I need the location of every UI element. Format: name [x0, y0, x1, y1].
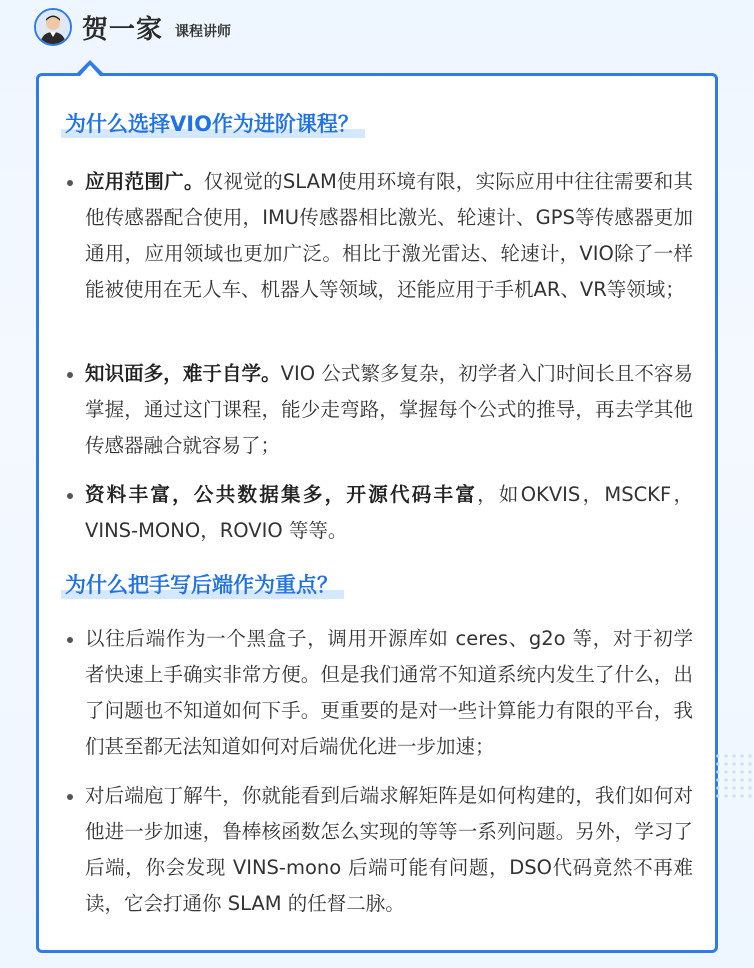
list-item	[67, 778, 693, 922]
instructor-header	[34, 6, 231, 48]
item-text: 以往后端作为一个黑盒子，调用开源库如 ceres、g2o 等，对于初学者快速上手确实非常方便。但是我们通常不知道系统内发生了什么，出了问题也不知道如何下手。更重要的是对一些计算能力有限的平台，我们甚至都无法知道如何对后端优化进一步加速；	[85, 627, 693, 758]
content-card	[36, 73, 718, 953]
item-bold-lead: 知识面多，难于自学。	[85, 362, 281, 385]
list-item	[67, 621, 693, 765]
item-bold-lead: 应用范围广。	[85, 170, 204, 193]
section-title-vio: 为什么选择VIO作为进阶课程？	[65, 108, 359, 140]
bullet-dot	[67, 637, 73, 643]
instructor-avatar	[34, 8, 72, 46]
item-text: 对后端庖丁解牛，你就能看到后端求解矩阵是如何构建的，我们如何对他进一步加速，鲁棒核函数怎么实现的等等一系列问题。另外，学习了后端，你会发现 VINS-mono 后端可能有问题，DSO代码竟然不再难读，它会打通你 SLAM 的任督二脉。	[85, 784, 693, 915]
item-text: VIO 公式繁多复杂，初学者入门时间长且不容易掌握，通过这门课程，能少走弯路，掌握每个公式的推导，再去学其他传感器融合就容易了；	[85, 362, 693, 457]
instructor-name: 贺一家	[82, 14, 164, 45]
list-item	[67, 164, 693, 308]
instructor-role: 课程讲师	[175, 24, 232, 40]
decorative-dot-grid	[714, 752, 754, 800]
card-pointer-inner	[80, 65, 100, 76]
section-title-backend: 为什么把手写后端作为重点？	[65, 569, 338, 601]
bullet-dot	[67, 493, 73, 499]
bullet-dot	[67, 372, 73, 378]
item-text: ，如OKVIS，MSCKF，VINS-MONO，ROVIO 等等。	[85, 483, 693, 542]
list-item	[67, 356, 693, 464]
bullet-dot	[67, 794, 73, 800]
person-icon	[36, 10, 70, 44]
list-item	[67, 477, 693, 549]
item-bold-lead: 资料丰富，公共数据集多，开源代码丰富	[85, 483, 478, 506]
item-text: 仅视觉的SLAM使用环境有限，实际应用中往往需要和其他传感器配合使用，IMU传感器相比激光、轮速计、GPS等传感器更加通用，应用领域也更加广泛。相比于激光雷达、轮速计，VIO除了一样能被使用在无人车、机器人等领域，还能应用于手机AR、VR等领域；	[85, 170, 693, 301]
bullet-dot	[67, 180, 73, 186]
